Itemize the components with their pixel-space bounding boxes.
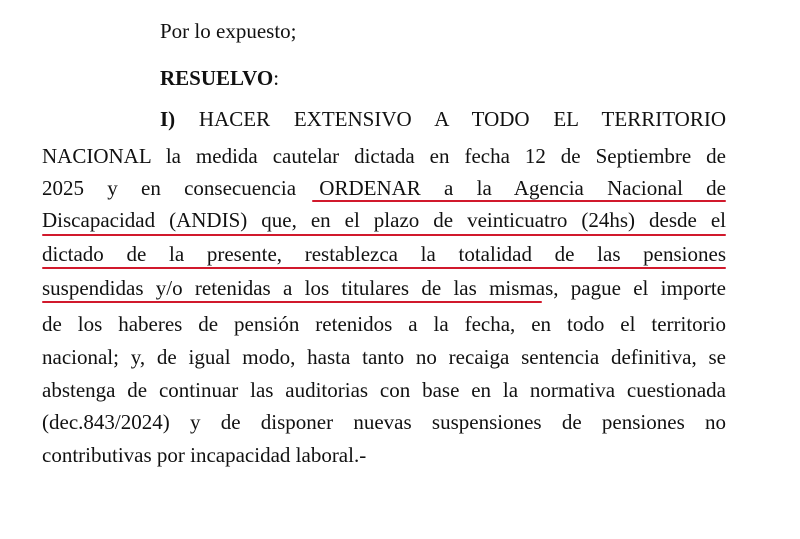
resolution-heading: [160, 66, 279, 90]
heading-colon: :: [273, 66, 280, 90]
paragraph-line-8: nacional; y, de igual modo, hasta tanto no recaiga sentencia definitiva, se: [42, 345, 726, 369]
highlight-underline-1: [312, 200, 726, 202]
intro-text: Por lo expuesto;: [160, 19, 297, 43]
paragraph-line-11: contributivas por incapacidad laboral.-: [42, 443, 367, 467]
heading-word: RESUELVO: [160, 66, 274, 90]
paragraph-line-7: de los haberes de pensión retenidos a la fecha, en todo el territorio: [42, 312, 726, 336]
paragraph-line-4: Discapacidad (ANDIS) que, en el plazo de veinticuatro (24hs) desde el: [42, 208, 726, 232]
paragraph-numeral: I): [160, 107, 176, 131]
paragraph-line-5: dictado de la presente, restablezca la totalidad de las pensiones: [42, 242, 726, 266]
paragraph-line-6: suspendidas y/o retenidas a los titulares de las mismas, pague el importe: [42, 276, 726, 300]
highlight-underline-2: [42, 234, 726, 236]
paragraph-line-2: NACIONAL la medida cautelar dictada en fecha 12 de Septiembre de: [42, 144, 726, 168]
paragraph-line-9: abstenga de continuar las auditorias con base en la normativa cuestionada: [42, 378, 726, 402]
highlight-underline-3: [42, 267, 726, 269]
paragraph-line-1-text: HACER EXTENSIVO A TODO EL TERRITORIO: [198, 107, 727, 131]
paragraph-line-10: (dec.843/2024) y de disponer nuevas suspensiones de pensiones no: [42, 410, 726, 434]
paragraph-line-3: 2025 y en consecuencia ORDENAR a la Agencia Nacional de: [42, 176, 726, 200]
paragraph-line-1: [160, 107, 726, 131]
highlight-underline-4: [42, 301, 542, 303]
